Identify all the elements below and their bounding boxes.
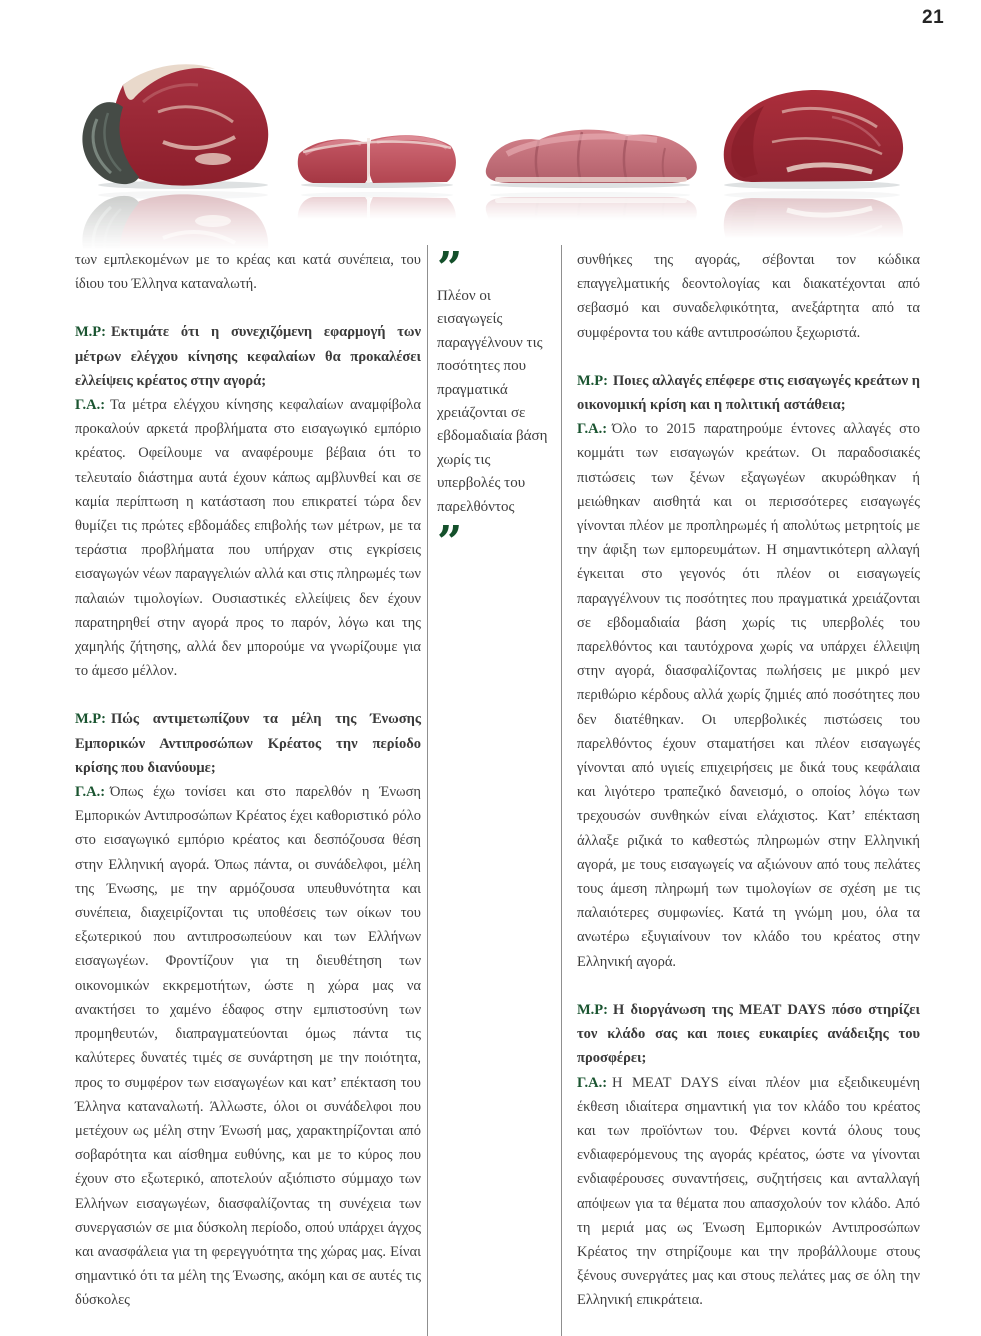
left-text-column xyxy=(75,248,421,1313)
interviewer-label: M.P: xyxy=(577,372,608,389)
netted-roast-illustration xyxy=(477,124,703,190)
tied-beef-fillets-photo xyxy=(293,126,461,190)
interviewee-label: Γ.Α.: xyxy=(577,421,608,438)
pull-quote-text: Πλέον οι εισαγωγείς παραγγέλνουν τις ποσότητες που πραγματικά χρειάζονται σε εβδομαδιαία βάση χωρίς τις υπερβολές του παρελθόντος xyxy=(437,288,548,515)
interviewer-label: M.P: xyxy=(75,324,106,341)
beef-round-cut-illustration xyxy=(712,82,912,190)
answer-4-text: Η MEAT DAYS είναι πλέον μια εξειδικευμένη έκθεση ιδιαίτερα σημαντική για τον κλάδο του κρέατος και των προϊόντων του. Φέρνει κοντά όλους τους ενδιαφερόμενους της αγοράς κρέατος, ώστε να γίνονται ενδιαφέρουσες συναντήσεις, συζητήσεις και ανταλλαγή απόψεων για τα θέματα που απασχολούν τον κλάδο. Από τη μεριά μας ως Ένωση Εμπορικών Αντιπροσώπων Κρέατος την στηρίζουμε και την προβάλλουμε στους ξένους συνεργάτες μας και στους πελάτες μας σε όλη την Ελληνική επικράτεια. xyxy=(577,1074,920,1309)
answer-3-text: Όλο το 2015 παρατηρούμε έντονες αλλαγές στο κομμάτι των εισαγωγών κρεάτων. Οι παραδοσιακές πιστώσεις των ξένων εξαγωγέων ακυρώθηκαν ή μειώθηκαν αισθητά και οι περισσότερες εισαγωγές γίνονται πλέον με προπληρωμές ή απολύτως μετρητοίς με την άφιξη των εμπορευμάτων. Η σημαντικότερη αλλαγή έγκειται στο γεγονός ότι πλέον οι εισαγωγείς παραγγέλνουν τις ποσότητες που πραγματικά χρειάζονται σε εβδομαδιαία βάση χωρίς τις υπερβολές του παρελθόντος και ταυτόχρονα χωρίς να υπάρχει έλλειψη στην αγορά, διασφαλίζοντας πωλήσεις με μικρό μεν περιθώριο κέρδους αλλά χωρίς ζημιές από ποσότητες που δεν διατέθηκαν. Οι υπερβολικές πιστώσεις του παρελθόντος έχουν σταματήσει και πλέον εισαγωγές γίνονται από υγιείς επιχειρήσεις με δικά τους κεφάλαια και λιγότερο τραπεζικό δανεισμό, ο οποίος λόγω των τρεχουσών συνθηκών είναι ελάχιστος. Κατ’ επέκταση άλλαξε ριζικά το καθεστώς πληρωμών στην Ελληνική αγορά, με τους εισαγωγείς να αξιώνουν από τους πελάτες τους άμεση πληρωμή των τιμολογίων σε σχέση με τις παλαιότερες συμφωνίες. Κατά τη γνώμη μου, όλα τα ανωτέρω εξυγιαίνουν τον κλάδο του κρέατος στην Ελληνική αγορά. xyxy=(577,421,920,970)
column-divider-right xyxy=(561,245,562,1336)
question-3-text: Ποιες αλλαγές επέφερε στις εισαγωγές κρεάτων η οικονομική κρίση και η πολιτική αστάθεια; xyxy=(577,372,920,414)
question-4 xyxy=(577,998,920,1071)
question-3 xyxy=(577,369,920,417)
rib-roast-photo xyxy=(63,57,281,190)
answer-1-text: Τα μέτρα ελέγχου κίνησης κεφαλαίων αναμφίβολα προκαλούν αρκετά προβλήματα στο εισαγωγικό εμπόριο κρέατος. Οφείλουμε να αναφέρουμε βέβαια ότι το τελευταίο διάστημα αυτά έχουν κάπως αμβλυνθεί και σε καμία περίπτωση η κατάσταση που επικρατεί τώρα δεν θυμίζει τις πρώτες εβδομάδες επιβολής των μέτρων, με τα τεράστια προβλήματα που υπήρχαν στις εγκρίσεις εισαγωγών νέων παραγγελιών αλλά και στις πληρωμές των παλαιών τιμολογίων. Ουσιαστικές ελλείψεις δεν έχουν παρατηρηθεί στην αγορά προς το παρόν, λόγω και της χαμηλής ζήτησης, αλλά δεν μπορούμε να γνωρίζουμε για το άμεσο μέλλον. xyxy=(75,397,421,680)
tied-beef-fillets-illustration xyxy=(293,190,461,254)
answer-4 xyxy=(577,1071,920,1313)
quote-close-icon: ” xyxy=(437,517,460,569)
answer-2-text: Όπως έχω τονίσει και στο παρελθόν η Ένωση Εμπορικών Αντιπροσώπων Κρέατος έχει καθοριστικό ρόλο στο εισαγωγικό εμπόριο κρέατος και δεσπόζουσα θέση στην Ελληνική αγορά. Όπως πάντα, οι συνάδελφοι, μέλη της Ένωσης, με την αρμόζουσα υπευθυνότητα και συνέπεια, διαχειρίζονται τις υποθέσεις των οίκων του εξωτερικού που αντιπροσωπεύουν και των Ελλήνων εισαγωγέων. Φροντίζουν για τη διευθέτηση των οικονομικών εκκρεμοτήτων, ώστε η χώρα μας να ανακτήσει το χαμένο έδαφος στην εμπιστοσύνη των προμηθευτών, διαπραγματεύονται όμως πάντα τις καλύτερες δυνατές τιμές σε συνάρτηση με την ποιότητα, προς το συμφέρον των εισαγωγέων και κατ’ επέκταση του Έλληνα καταναλωτή. Άλλωστε, όλοι οι συνάδελφοι που μετέχουν ως μέλη στην Ένωσή μας, χαρακτηρίζονται από σοβαρότητα και αίσθημα ευθύνης, και με το κύρος που έχουν στο εξωτερικό, αποτελούν αξιόπιστο σύμμαχο των Ελλήνων εισαγωγέων, διασφαλίζοντας τη συνέχεια των συνεργασιών σε μια δύσκολη περίοδο, οπού υπάρχει άγχος και ανασφάλεια για τη φερεγγυότητα της χώρας μας. Είναι σημαντικό ότι τα μέλη της Ένωσης, ακόμη και σε αυτές τις δύσκολες xyxy=(75,784,421,1309)
right-text-column xyxy=(577,248,920,1313)
page-number: 21 xyxy=(922,7,945,28)
question-1-text: Εκτιμάτε ότι η συνεχιζόμενη εφαρμογή των μέτρων ελέγχου κίνησης κεφαλαίων θα προκαλέσει ελλείψεις κρέατος στην αγορά; xyxy=(75,324,421,389)
quote-open-icon: ” xyxy=(437,243,460,294)
answer-1 xyxy=(75,393,421,683)
intro-paragraph: συνθήκες της αγοράς, σέβονται τον κώδικα επαγγελματικής δεοντολογίας και διακατέχονται από σεβασμό και συναδελφικότητα, ανεξάρτητα από τα συμφέροντα του κάθε αντιπροσώπου ξεχωριστά. xyxy=(577,252,920,341)
interviewee-label: Γ.Α.: xyxy=(577,1074,608,1091)
beef-round-cut-photo xyxy=(712,82,912,190)
interviewer-label: M.P: xyxy=(577,1001,608,1018)
tied-beef-fillets-illustration xyxy=(293,126,461,190)
question-2 xyxy=(75,707,421,780)
answer-3 xyxy=(577,417,920,974)
netted-roast-photo xyxy=(477,124,703,190)
interviewer-label: M.P: xyxy=(75,711,106,728)
photo-reflection xyxy=(293,190,461,254)
rib-roast-illustration xyxy=(63,57,281,190)
pull-quote xyxy=(437,243,555,569)
column-divider-left xyxy=(427,245,428,1336)
interviewee-label: Γ.Α.: xyxy=(75,784,106,801)
intro-paragraph: των εμπλεκομένων με το κρέας και κατά συνέπεια, του ίδιου του Έλληνα καταναλωτή. xyxy=(75,252,421,293)
question-2-text: Πώς αντιμετωπίζουν τα μέλη της Ένωσης Εμπορικών Αντιπροσώπων Κρέατος την περίοδο κρίσης που διανύουμε; xyxy=(75,711,421,776)
header-photo-band xyxy=(0,0,981,242)
interviewee-label: Γ.Α.: xyxy=(75,397,106,414)
question-4-text: Η διοργάνωση της MEAT DAYS πόσο στηρίζει τον κλάδο σας και ποιες ευκαιρίες ανάδειξης του προσφέρει; xyxy=(577,1001,920,1067)
answer-2 xyxy=(75,780,421,1312)
question-1 xyxy=(75,320,421,393)
